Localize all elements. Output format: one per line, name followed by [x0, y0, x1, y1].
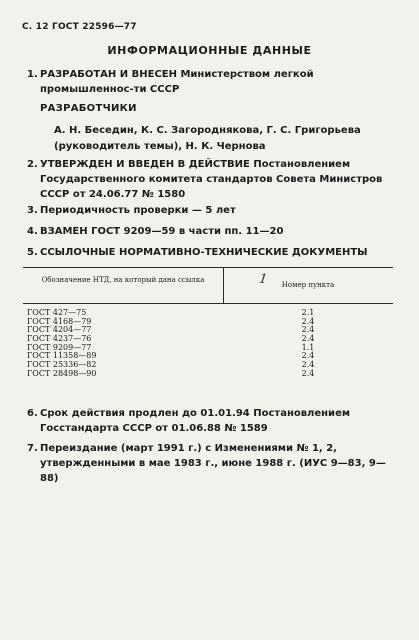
table-cell-document: ГОСТ 4237—76: [27, 334, 92, 344]
table-row: [23, 351, 393, 360]
table-cell-document: ГОСТ 25336—82: [27, 360, 97, 370]
table-row: [23, 360, 393, 369]
item-number: 4.: [27, 226, 38, 237]
page-title: ИНФОРМАЦИОННЫЕ ДАННЫЕ: [107, 44, 312, 57]
item-text: Переиздание (март 1991 г.) с Изменениями № 1, 2, утвержденными в мае 1983 г., июне 1988 г. (ИУС 9—83, 9—88): [40, 443, 386, 484]
table-cell-document: ГОСТ 4204—77: [27, 325, 92, 335]
item-text: Периодичность проверки — 5 лет: [40, 205, 236, 216]
page-header: С. 12 ГОСТ 22596—77: [22, 22, 137, 32]
item-2: [27, 157, 395, 202]
developers-list: А. Н. Беседин, К. С. Загороднякова, Г. С. Григорьева (руководитель темы), Н. К. Чернова: [54, 125, 361, 152]
item-number: 1.: [27, 69, 38, 80]
table-cell-document: ГОСТ 11358—89: [27, 351, 97, 361]
item-number: 5.: [27, 247, 38, 258]
table-cell-point: 1.1: [301, 342, 315, 352]
item-number: 2.: [27, 159, 38, 170]
table-row: [23, 325, 393, 334]
table-rule-header: [23, 303, 393, 304]
table-cell-point: 2.4: [301, 360, 315, 370]
table-row: [23, 369, 393, 378]
item-7: [27, 441, 395, 486]
item-1: [27, 67, 395, 97]
item-4: [27, 224, 395, 239]
table-cell-document: ГОСТ 4168—79: [27, 316, 92, 326]
item-text: Срок действия продлен до 01.01.94 Постановлением Госстандарта СССР от 01.06.88 № 1589: [40, 408, 351, 434]
item-5: [27, 245, 395, 260]
table-row: [23, 308, 393, 317]
table-rule-top: [23, 267, 393, 268]
table-cell-document: ГОСТ 9209—77: [27, 342, 92, 352]
item-number: 3.: [27, 205, 38, 216]
table-cell-document: ГОСТ 427—75: [27, 308, 87, 317]
table-cell-point: 2.4: [301, 334, 315, 344]
item-text: РАЗРАБОТАН И ВНЕСЕН Министерством легкой промышленнос-ти СССР: [40, 69, 314, 95]
table-cell-document: ГОСТ 28498—90: [27, 368, 97, 378]
table-cell-point: 2.1: [301, 308, 315, 317]
table-header-document: Обозначение НТД, на который дана ссылка: [41, 276, 205, 284]
table-cell-point: 2.4: [301, 325, 315, 335]
table-row: [23, 317, 393, 326]
table-body: [23, 308, 393, 378]
item-text: ВЗАМЕН ГОСТ 9209—59 в части пп. 11—20: [40, 226, 284, 237]
table-header-point: Номер пункта: [281, 281, 335, 289]
handwritten-mark: 1: [257, 271, 269, 288]
reference-table: [23, 267, 393, 399]
table-row: [23, 343, 393, 352]
table-row: [23, 334, 393, 343]
table-cell-point: 2.4: [301, 316, 315, 326]
item-3: [27, 203, 395, 218]
table-cell-point: 2.4: [301, 351, 315, 361]
item-text: ССЫЛОЧНЫЕ НОРМАТИВНО-ТЕХНИЧЕСКИЕ ДОКУМЕНТЫ: [40, 247, 368, 258]
item-number: 6.: [27, 408, 38, 419]
table-cell-point: 2.4: [301, 368, 315, 378]
developers-heading: РАЗРАБОТЧИКИ: [40, 103, 137, 114]
item-number: 7.: [27, 443, 38, 454]
item-6: [27, 406, 395, 436]
item-text: УТВЕРЖДЕН И ВВЕДЕН В ДЕЙСТВИЕ Постановлением Государственного комитета стандартов Совета Министров СССР от 24.06.77 № 1580: [40, 159, 383, 200]
